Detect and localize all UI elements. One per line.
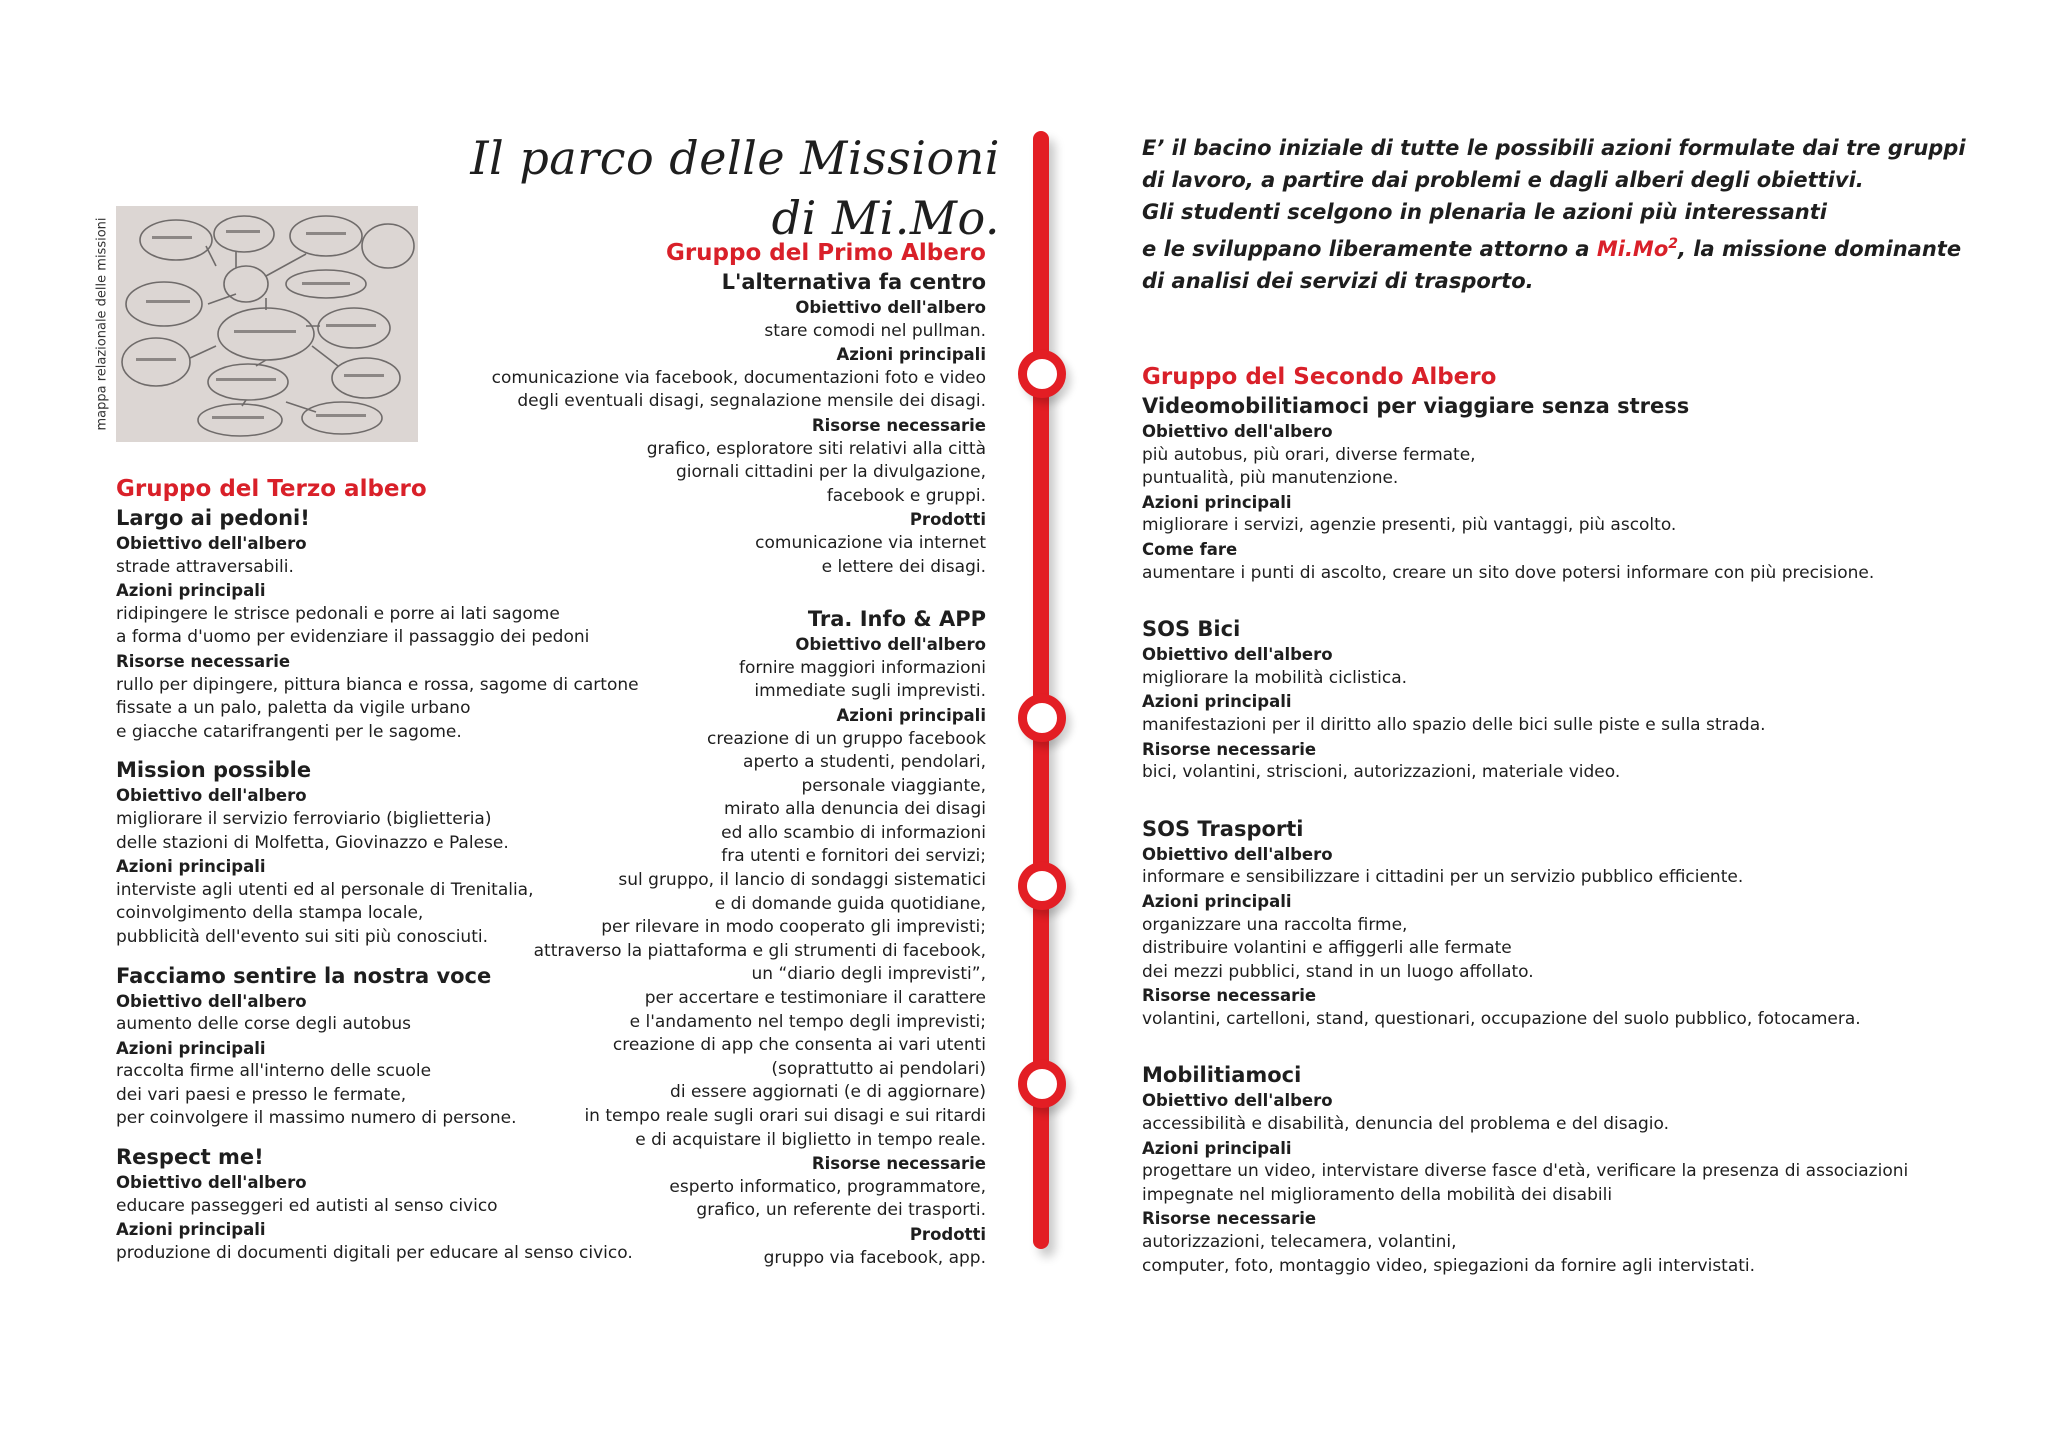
intro-paragraph bbox=[1142, 132, 1972, 297]
content-block bbox=[1142, 815, 2022, 1032]
section-label: Azioni principali bbox=[1142, 692, 1292, 712]
section-text: fornire maggiori informazioni immediate sugli imprevisti. bbox=[739, 657, 986, 702]
timeline-node bbox=[1018, 350, 1066, 398]
timeline-node bbox=[1018, 1060, 1066, 1108]
section-label: Obiettivo dell'albero bbox=[1142, 422, 1333, 441]
section-text: produzione di documenti digitali per educare al senso civico. bbox=[116, 1242, 633, 1263]
section-label: Risorse necessarie bbox=[811, 415, 986, 435]
section-text: migliorare i servizi, agenzie presenti, più vantaggi, più ascolto. bbox=[1142, 515, 1677, 536]
intro-line bbox=[1142, 228, 1972, 265]
group-heading: Gruppo del Secondo Albero bbox=[1142, 364, 1497, 390]
section-text: aumento delle corse degli autobus bbox=[116, 1014, 412, 1035]
section-text: esperto informatico, programmatore, grafico, un referente dei trasporti. bbox=[669, 1176, 986, 1221]
section-label: Obiettivo dell'albero bbox=[116, 786, 307, 806]
intro-line: di lavoro, a partire dai problemi e dagli alberi degli obiettivi. bbox=[1142, 168, 1864, 192]
content-block bbox=[1142, 1061, 2022, 1278]
section-text: strade attraversabili. bbox=[116, 556, 294, 577]
section-label: Azioni principali bbox=[116, 1220, 266, 1240]
section-text: stare comodi nel pullman. bbox=[764, 320, 986, 341]
section-text: aumentare i punti di ascolto, creare un sito dove potersi informare con più precisione. bbox=[1142, 562, 1875, 583]
section-text: volantini, cartelloni, stand, questionari, occupazione del suolo pubblico, fotocamera. bbox=[1142, 1008, 1861, 1029]
section-text: manifestazioni per il diritto allo spazio delle bici sulle piste e sulla strada. bbox=[1142, 714, 1766, 735]
block-title: Respect me! bbox=[116, 1145, 264, 1170]
section-text: creazione di un gruppo facebook aperto a studenti, pendolari, personale viaggiante, mirato alla denuncia dei disagi ed allo scambio di informazioni fra utenti e fornitori dei servizi; sul gruppo, il lancio di sondaggi sistematici e di domande guida quotidiane, per rilevare in modo cooperato gli imprevisti; attraverso la piattaforma e gli strumenti di facebook, un “diario degli imprevisti”, per accertare e testimoniare il carattere e l'andamento nel tempo degli imprevisti; creazione di app che consenta ai vari utenti (soprattutto ai pendolari) di essere aggiornati (e di aggiornare) in tempo reale sugli orari sui disagi e sui ritardi e di acquistare il biglietto in tempo reale. bbox=[533, 728, 986, 1150]
section-text: educare passeggeri ed autisti al senso civico bbox=[116, 1195, 498, 1216]
section-label: Risorse necessarie bbox=[1142, 986, 1317, 1006]
timeline-node bbox=[1018, 862, 1066, 910]
block-title: Tra. Info & APP bbox=[807, 607, 986, 632]
intro-text: , la missione dominante bbox=[1678, 237, 1962, 261]
block-title: L'alternativa fa centro bbox=[721, 270, 986, 294]
content-block bbox=[1142, 615, 2022, 785]
page-title: Il parco delle Missioni di Mi.Mo. bbox=[470, 131, 1000, 245]
section-label: Prodotti bbox=[909, 510, 986, 530]
column-second-tree bbox=[1142, 362, 2022, 1278]
image-caption: mappa relazionale delle missioni bbox=[94, 217, 110, 431]
section-text: accessibilità e disabilità, denuncia del problema e del disagio. bbox=[1142, 1114, 1670, 1135]
block-title: SOS Bici bbox=[1142, 617, 1241, 642]
sketch-icon bbox=[116, 206, 418, 442]
intro-text: e le sviluppano liberamente attorno a bbox=[1142, 237, 1597, 261]
section-text: comunicazione via facebook, documentazioni foto e video degli eventuali disagi, segnalazione mensile dei disagi. bbox=[491, 367, 986, 412]
block-title: Facciamo sentire la nostra voce bbox=[116, 963, 492, 988]
section-text: ridipingere le strisce pedonali e porre ai lati sagome a forma d'uomo per evidenziare il passaggio dei pedoni bbox=[116, 603, 590, 648]
section-label: Azioni principali bbox=[1142, 1138, 1292, 1158]
section-text: gruppo via facebook, app. bbox=[763, 1247, 986, 1268]
group-heading: Gruppo del Terzo albero bbox=[116, 476, 427, 502]
section-label: Risorse necessarie bbox=[116, 651, 291, 671]
section-label: Come fare bbox=[1142, 539, 1238, 559]
section-label: Risorse necessarie bbox=[1142, 1209, 1317, 1229]
section-label: Obiettivo dell'albero bbox=[1142, 645, 1333, 665]
section-text: organizzare una raccolta firme, distribuire volantini e affiggerli alle fermate dei mezzi pubblici, stand in un luogo affollato. bbox=[1142, 914, 1534, 982]
block-title: SOS Trasporti bbox=[1142, 816, 1304, 841]
intro-line: Gli studenti scelgono in plenaria le azioni più interessanti bbox=[1142, 200, 1827, 224]
block-title: Videomobilitiamoci per viaggiare senza stress bbox=[1142, 394, 1690, 418]
section-label: Azioni principali bbox=[836, 705, 986, 725]
section-label: Azioni principali bbox=[1142, 891, 1292, 911]
content-block bbox=[470, 605, 986, 1270]
timeline-node bbox=[1018, 694, 1066, 742]
section-text: rullo per dipingere, pittura bianca e rossa, sagome di cartone fissate a un palo, paletta da vigile urbano e giacche catarifrangenti per le sagome. bbox=[116, 674, 639, 742]
section-label: Obiettivo dell'albero bbox=[795, 635, 986, 655]
section-text: progettare un video, intervistare diverse fasce d'età, verificare la presenza di associazioni impegnate nel miglioramento della mobilità dei disabili bbox=[1142, 1161, 1909, 1205]
section-text: migliorare il servizio ferroviario (biglietteria) delle stazioni di Molfetta, Giovinazzo e Palese. bbox=[116, 808, 509, 853]
intro-line: di analisi dei servizi di trasporto. bbox=[1142, 269, 1534, 293]
section-label: Obiettivo dell'albero bbox=[116, 1173, 307, 1193]
section-text: più autobus, più orari, diverse fermate, puntualità, più manutenzione. bbox=[1142, 444, 1476, 489]
section-label: Obiettivo dell'albero bbox=[1142, 1091, 1333, 1111]
column-first-tree bbox=[470, 238, 986, 1270]
section-text: informare e sensibilizzare i cittadini per un servizio pubblico efficiente. bbox=[1142, 867, 1744, 888]
section-label: Obiettivo dell'albero bbox=[1142, 844, 1333, 864]
section-label: Azioni principali bbox=[1142, 492, 1292, 512]
section-label: Azioni principali bbox=[116, 857, 266, 877]
section-text: grafico, esploratore siti relativi alla città giornali cittadini per la divulgazione, facebook e gruppi. bbox=[646, 438, 986, 506]
block-title: Mobilitiamoci bbox=[1142, 1063, 1302, 1088]
section-text: interviste agli utenti ed al personale di Trenitalia, coinvolgimento della stampa locale, pubblicità dell'evento sui siti più conosciuti. bbox=[116, 879, 534, 947]
section-text: bici, volantini, striscioni, autorizzazioni, materiale video. bbox=[1142, 762, 1621, 783]
section-label: Obiettivo dell'albero bbox=[116, 991, 307, 1011]
section-text: comunicazione via internet e lettere dei disagi. bbox=[755, 532, 986, 577]
section-label: Prodotti bbox=[909, 1224, 986, 1244]
section-label: Azioni principali bbox=[836, 345, 986, 365]
intro-line: E’ il bacino iniziale di tutte le possibili azioni formulate dai tre gruppi bbox=[1142, 136, 1966, 160]
relational-map-image bbox=[116, 206, 418, 442]
section-text: raccolta firme all'interno delle scuole dei vari paesi e presso le fermate, per coinvolgere il massimo numero di persone. bbox=[116, 1061, 517, 1129]
section-label: Azioni principali bbox=[116, 1038, 266, 1058]
section-label: Risorse necessarie bbox=[811, 1154, 986, 1174]
section-label: Risorse necessarie bbox=[1142, 739, 1317, 759]
content-block bbox=[470, 268, 986, 579]
block-title: Largo ai pedoni! bbox=[116, 506, 310, 530]
section-label: Obiettivo dell'albero bbox=[116, 534, 307, 553]
section-text: migliorare la mobilità ciclistica. bbox=[1142, 667, 1408, 688]
content-block bbox=[1142, 392, 2022, 585]
section-text: autorizzazioni, telecamera, volantini, computer, foto, montaggio video, spiegazioni da fornire agli intervistati. bbox=[1142, 1232, 1756, 1276]
section-label: Obiettivo dell'albero bbox=[795, 298, 986, 317]
section-label: Azioni principali bbox=[116, 581, 266, 601]
block-title: Mission possible bbox=[116, 758, 312, 783]
brand-name: Mi.Mo bbox=[1596, 237, 1669, 261]
brand-superscript: 2 bbox=[1668, 236, 1678, 252]
group-heading: Gruppo del Primo Albero bbox=[665, 240, 986, 266]
